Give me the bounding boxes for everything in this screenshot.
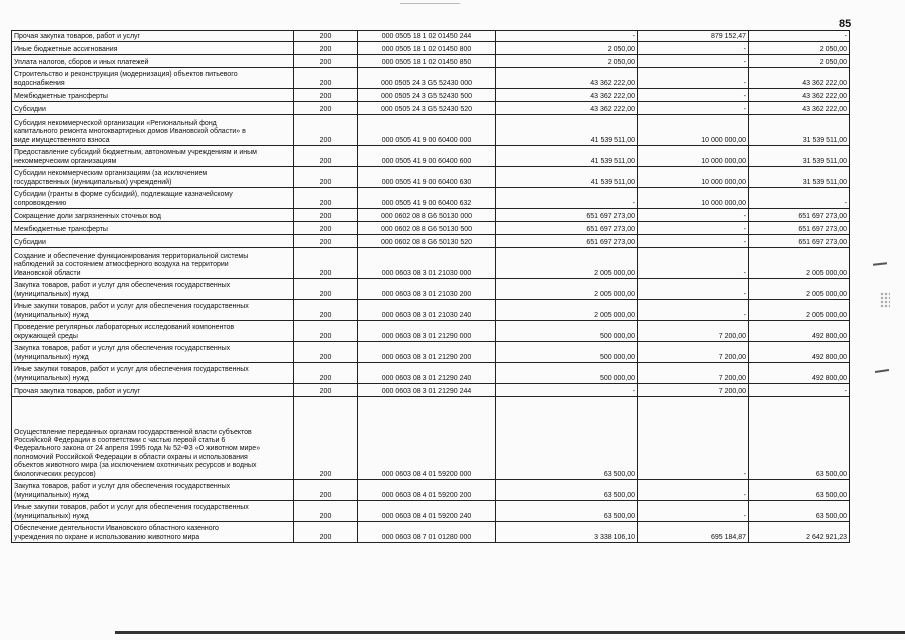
- row-approved: -: [496, 188, 638, 209]
- row-name: [12, 188, 294, 209]
- row-name-line: Проведение регулярных лабораторных исследований компонентов: [14, 324, 235, 332]
- row-name: Межбюджетные трансферты: [12, 222, 294, 235]
- row-name-line: учреждения по охране и использованию животного мира: [14, 533, 200, 541]
- row-remaining: 492 800,00: [749, 342, 850, 363]
- row-executed: 7 200,00: [638, 321, 749, 342]
- row-name-line: Обеспечение деятельности Ивановского областного казенного: [14, 525, 219, 533]
- row-remaining: 492 800,00: [749, 363, 850, 384]
- row-approved: 2 050,00: [496, 55, 638, 68]
- table-row: [12, 89, 850, 102]
- row-remaining: 43 362 222,00: [749, 68, 850, 89]
- row-admin-code: 200: [294, 342, 358, 363]
- row-name: Субсидии: [12, 102, 294, 115]
- row-admin-code: 200: [294, 188, 358, 209]
- table-row: [12, 235, 850, 248]
- row-admin-code: 200: [294, 146, 358, 167]
- table-row: [12, 321, 850, 342]
- row-admin-code: 200: [294, 89, 358, 102]
- row-admin-code: 200: [294, 55, 358, 68]
- row-admin-code: 200: [294, 522, 358, 543]
- row-approved: 63 500,00: [496, 501, 638, 522]
- row-budget-code: 000 0603 08 3 01 21030 200: [358, 279, 496, 300]
- table-row: [12, 167, 850, 188]
- row-name: Межбюджетные трансферты: [12, 89, 294, 102]
- row-approved: 63 500,00: [496, 397, 638, 480]
- row-executed: -: [638, 235, 749, 248]
- scan-mark: [875, 369, 889, 373]
- row-executed: 879 152,47: [638, 31, 749, 42]
- row-remaining: 651 697 273,00: [749, 209, 850, 222]
- row-name: Сокращение доли загрязненных сточных вод: [12, 209, 294, 222]
- row-name-line: Закупка товаров, работ и услуг для обеспечения государственных: [14, 282, 231, 290]
- row-executed: 7 200,00: [638, 384, 749, 397]
- row-approved: 2 050,00: [496, 42, 638, 55]
- row-executed: 10 000 000,00: [638, 115, 749, 146]
- row-budget-code: 000 0603 08 3 01 21030 000: [358, 248, 496, 279]
- scan-mark: [880, 292, 890, 308]
- row-approved: -: [496, 384, 638, 397]
- row-remaining: -: [749, 188, 850, 209]
- row-executed: -: [638, 209, 749, 222]
- row-name-line: виде имущественного взноса: [14, 136, 110, 144]
- row-name: [12, 522, 294, 543]
- row-name-line: Предоставление субсидий бюджетным, автономным учреждениям и иным: [14, 149, 257, 157]
- row-admin-code: 200: [294, 384, 358, 397]
- row-budget-code: 000 0603 08 4 01 59200 200: [358, 480, 496, 501]
- row-budget-code: 000 0602 08 8 G6 50130 500: [358, 222, 496, 235]
- row-remaining: 2 005 000,00: [749, 279, 850, 300]
- budget-table: [11, 30, 850, 543]
- row-remaining: 63 500,00: [749, 501, 850, 522]
- table-row: [12, 68, 850, 89]
- row-admin-code: 200: [294, 222, 358, 235]
- row-name-line: государственных (муниципальных) учреждений): [14, 178, 172, 186]
- row-executed: -: [638, 279, 749, 300]
- row-budget-code: 000 0505 41 9 00 60400 630: [358, 167, 496, 188]
- row-name: Прочая закупка товаров, работ и услуг: [12, 384, 294, 397]
- row-admin-code: 200: [294, 235, 358, 248]
- row-executed: -: [638, 300, 749, 321]
- row-name-line: Российской Федерации в соответствии с частью первой статьи 6: [14, 436, 226, 444]
- row-remaining: 43 362 222,00: [749, 102, 850, 115]
- row-budget-code: 000 0603 08 4 01 59200 240: [358, 501, 496, 522]
- row-admin-code: 200: [294, 480, 358, 501]
- row-remaining: 31 539 511,00: [749, 146, 850, 167]
- row-executed: -: [638, 68, 749, 89]
- row-approved: 41 539 511,00: [496, 167, 638, 188]
- row-approved: 43 362 222,00: [496, 89, 638, 102]
- table-row: [12, 501, 850, 522]
- row-name: [12, 480, 294, 501]
- row-executed: 10 000 000,00: [638, 146, 749, 167]
- row-executed: 7 200,00: [638, 363, 749, 384]
- table-row: [12, 384, 850, 397]
- row-approved: 3 338 106,10: [496, 522, 638, 543]
- row-budget-code: 000 0505 41 9 00 60400 000: [358, 115, 496, 146]
- row-approved: 651 697 273,00: [496, 222, 638, 235]
- row-name-line: Ивановской области: [14, 269, 81, 277]
- row-approved: 43 362 222,00: [496, 102, 638, 115]
- table-row: [12, 146, 850, 167]
- row-name-line: сопровождению: [14, 199, 67, 207]
- table-row: [12, 102, 850, 115]
- row-admin-code: 200: [294, 321, 358, 342]
- row-executed: 10 000 000,00: [638, 188, 749, 209]
- table-row: [12, 31, 850, 42]
- row-remaining: 31 539 511,00: [749, 167, 850, 188]
- row-remaining: 651 697 273,00: [749, 222, 850, 235]
- row-name-line: Субсидии некоммерческим организациям (за исключением: [14, 170, 208, 178]
- row-name-line: Строительство и реконструкция (модернизация) объектов питьевого: [14, 71, 238, 79]
- scan-mark: [400, 3, 460, 4]
- bottom-rule: [115, 631, 905, 634]
- row-name-line: водоснабжения: [14, 79, 65, 87]
- row-budget-code: 000 0505 24 3 G5 52430 520: [358, 102, 496, 115]
- row-approved: 2 005 000,00: [496, 279, 638, 300]
- row-budget-code: 000 0603 08 3 01 21290 000: [358, 321, 496, 342]
- row-remaining: 2 005 000,00: [749, 248, 850, 279]
- row-name: Прочая закупка товаров, работ и услуг: [12, 31, 294, 42]
- row-remaining: 492 800,00: [749, 321, 850, 342]
- row-budget-code: 000 0505 24 3 G5 52430 500: [358, 89, 496, 102]
- row-executed: -: [638, 397, 749, 480]
- row-budget-code: 000 0603 08 3 01 21030 240: [358, 300, 496, 321]
- row-budget-code: 000 0603 08 3 01 21290 200: [358, 342, 496, 363]
- row-remaining: -: [749, 384, 850, 397]
- row-name: Иные бюджетные ассигнования: [12, 42, 294, 55]
- row-admin-code: 200: [294, 363, 358, 384]
- row-executed: -: [638, 222, 749, 235]
- row-admin-code: 200: [294, 209, 358, 222]
- row-executed: -: [638, 480, 749, 501]
- row-admin-code: 200: [294, 501, 358, 522]
- row-remaining: -: [749, 31, 850, 42]
- row-name: [12, 146, 294, 167]
- row-name: [12, 300, 294, 321]
- row-approved: 41 539 511,00: [496, 146, 638, 167]
- row-remaining: 651 697 273,00: [749, 235, 850, 248]
- row-approved: 500 000,00: [496, 321, 638, 342]
- row-name: [12, 248, 294, 279]
- row-budget-code: 000 0603 08 7 01 01280 000: [358, 522, 496, 543]
- row-name: [12, 115, 294, 146]
- table-row: [12, 342, 850, 363]
- row-admin-code: 200: [294, 300, 358, 321]
- row-name-line: Федерального закона от 24 апреля 1995 года № 52-ФЗ «О животном мире»: [14, 445, 261, 453]
- table-row: [12, 209, 850, 222]
- row-name-line: Осуществление переданных органам государственной власти субъектов: [14, 428, 252, 436]
- row-name-line: биологических ресурсов): [14, 470, 96, 478]
- row-name: [12, 342, 294, 363]
- table-row: [12, 522, 850, 543]
- row-name: [12, 68, 294, 89]
- row-name-line: окружающей среды: [14, 332, 78, 340]
- row-name: Субсидии: [12, 235, 294, 248]
- row-name: [12, 279, 294, 300]
- row-admin-code: 200: [294, 42, 358, 55]
- row-name-line: Иные закупки товаров, работ и услуг для обеспечения государственных: [14, 366, 249, 374]
- row-executed: -: [638, 55, 749, 68]
- page-number: 85: [839, 18, 852, 30]
- row-budget-code: 000 0602 08 8 G6 50130 520: [358, 235, 496, 248]
- row-executed: -: [638, 248, 749, 279]
- row-admin-code: 200: [294, 279, 358, 300]
- row-approved: 500 000,00: [496, 342, 638, 363]
- row-executed: -: [638, 42, 749, 55]
- row-name: [12, 501, 294, 522]
- row-executed: -: [638, 89, 749, 102]
- table-row: [12, 42, 850, 55]
- row-budget-code: 000 0505 18 1 02 01450 244: [358, 31, 496, 42]
- row-name-line: (муниципальных) нужд: [14, 491, 89, 499]
- row-name: [12, 321, 294, 342]
- row-name-line: полномочий Российской Федерации в области охраны и использования: [14, 453, 248, 461]
- row-name-line: Субсидии (гранты в форме субсидий), подлежащие казначейскому: [14, 191, 233, 199]
- row-admin-code: 200: [294, 167, 358, 188]
- row-remaining: 2 050,00: [749, 42, 850, 55]
- row-name-line: (муниципальных) нужд: [14, 290, 89, 298]
- row-name-line: некоммерческим организациям: [14, 157, 117, 165]
- row-budget-code: 000 0603 08 3 01 21290 240: [358, 363, 496, 384]
- row-budget-code: 000 0505 41 9 00 60400 632: [358, 188, 496, 209]
- row-name-line: Субсидия некоммерческой организации «Региональный фонд: [14, 119, 217, 127]
- row-admin-code: 200: [294, 397, 358, 480]
- table-row: [12, 55, 850, 68]
- row-admin-code: 200: [294, 102, 358, 115]
- row-executed: 10 000 000,00: [638, 167, 749, 188]
- row-executed: 695 184,87: [638, 522, 749, 543]
- row-name: [12, 397, 294, 480]
- row-admin-code: 200: [294, 68, 358, 89]
- row-budget-code: 000 0505 24 3 G5 52430 000: [358, 68, 496, 89]
- row-name-line: капитального ремонта многоквартирных домов Ивановской области» в: [14, 128, 246, 136]
- row-name-line: (муниципальных) нужд: [14, 353, 89, 361]
- row-name-line: (муниципальных) нужд: [14, 512, 89, 520]
- row-name-line: Закупка товаров, работ и услуг для обеспечения государственных: [14, 345, 231, 353]
- row-remaining: 63 500,00: [749, 480, 850, 501]
- table-row: [12, 363, 850, 384]
- row-budget-code: 000 0603 08 3 01 21290 244: [358, 384, 496, 397]
- row-name-line: (муниципальных) нужд: [14, 374, 89, 382]
- row-approved: 2 005 000,00: [496, 248, 638, 279]
- row-approved: 651 697 273,00: [496, 209, 638, 222]
- row-approved: 500 000,00: [496, 363, 638, 384]
- row-budget-code: 000 0603 08 4 01 59200 000: [358, 397, 496, 480]
- table-row: [12, 248, 850, 279]
- row-name-line: Создание и обеспечение функционирования территориальной системы: [14, 252, 249, 260]
- row-name: [12, 363, 294, 384]
- row-executed: -: [638, 501, 749, 522]
- table-row: [12, 397, 850, 480]
- table-row: [12, 300, 850, 321]
- row-executed: -: [638, 102, 749, 115]
- row-budget-code: 000 0602 08 8 G6 50130 000: [358, 209, 496, 222]
- table-row: [12, 188, 850, 209]
- table-row: [12, 222, 850, 235]
- row-approved: 651 697 273,00: [496, 235, 638, 248]
- row-name-line: (муниципальных) нужд: [14, 311, 89, 319]
- row-budget-code: 000 0505 18 1 02 01450 800: [358, 42, 496, 55]
- row-approved: 41 539 511,00: [496, 115, 638, 146]
- row-approved: -: [496, 31, 638, 42]
- row-name-line: наблюдений за состоянием атмосферного воздуха на территории: [14, 261, 229, 269]
- row-name-line: Иные закупки товаров, работ и услуг для обеспечения государственных: [14, 504, 249, 512]
- row-budget-code: 000 0505 18 1 02 01450 850: [358, 55, 496, 68]
- row-executed: 7 200,00: [638, 342, 749, 363]
- row-name: Уплата налогов, сборов и иных платежей: [12, 55, 294, 68]
- row-budget-code: 000 0505 41 9 00 60400 600: [358, 146, 496, 167]
- row-name: [12, 167, 294, 188]
- row-remaining: 63 500,00: [749, 397, 850, 480]
- row-name-line: объектов животного мира (за исключением охотничьих ресурсов и водных: [14, 462, 257, 470]
- row-remaining: 43 362 222,00: [749, 89, 850, 102]
- table-row: [12, 480, 850, 501]
- row-remaining: 2 642 921,23: [749, 522, 850, 543]
- row-admin-code: 200: [294, 31, 358, 42]
- row-name-line: Закупка товаров, работ и услуг для обеспечения государственных: [14, 483, 231, 491]
- row-approved: 43 362 222,00: [496, 68, 638, 89]
- row-approved: 63 500,00: [496, 480, 638, 501]
- row-remaining: 2 050,00: [749, 55, 850, 68]
- table-row: [12, 115, 850, 146]
- table-body: [12, 31, 850, 543]
- row-name-line: Иные закупки товаров, работ и услуг для обеспечения государственных: [14, 303, 249, 311]
- row-remaining: 2 005 000,00: [749, 300, 850, 321]
- row-remaining: 31 539 511,00: [749, 115, 850, 146]
- row-admin-code: 200: [294, 248, 358, 279]
- row-approved: 2 005 000,00: [496, 300, 638, 321]
- scan-mark: [873, 262, 887, 265]
- table-row: [12, 279, 850, 300]
- row-admin-code: 200: [294, 115, 358, 146]
